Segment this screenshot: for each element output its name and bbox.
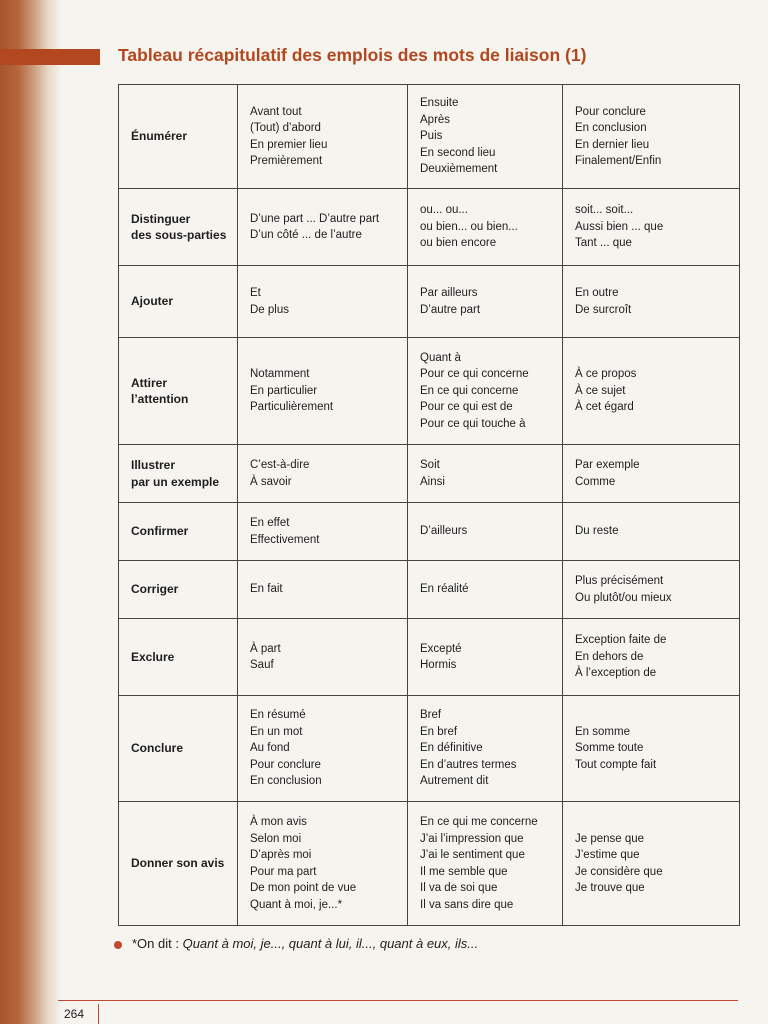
cell-line: En bref bbox=[420, 725, 458, 738]
expression-cell bbox=[238, 619, 408, 696]
cell-line: Énumérer bbox=[131, 129, 188, 144]
category-cell bbox=[119, 445, 238, 503]
cell-line: Pour conclure bbox=[575, 105, 646, 118]
category-cell bbox=[119, 266, 238, 338]
expression-cell bbox=[563, 802, 740, 926]
cell-line: Excepté bbox=[420, 642, 462, 655]
expression-cell bbox=[408, 266, 563, 338]
cell-line: En réalité bbox=[420, 583, 469, 596]
bottom-rule bbox=[58, 1000, 738, 1001]
expression-cell bbox=[408, 338, 563, 445]
expression-cell bbox=[238, 445, 408, 503]
cell-line: Plus précisément bbox=[575, 575, 664, 587]
cell-line: (Tout) d’abord bbox=[250, 122, 321, 134]
cell-line: Hormis bbox=[420, 659, 457, 671]
cell-line: Par ailleurs bbox=[420, 287, 478, 299]
cell-line: À cet égard bbox=[575, 401, 634, 414]
cell-line: En particulier bbox=[250, 384, 318, 397]
cell-line: D’ailleurs bbox=[420, 525, 468, 538]
cell-line: Autrement dit bbox=[420, 775, 489, 788]
table-row bbox=[119, 802, 740, 926]
page-number: 264 bbox=[58, 1004, 99, 1024]
cell-line: l’attention bbox=[131, 392, 189, 406]
cell-line: En premier lieu bbox=[250, 138, 328, 151]
expression-cell bbox=[238, 503, 408, 561]
cell-line: En conclusion bbox=[575, 122, 647, 134]
expression-cell bbox=[408, 561, 563, 619]
cell-line: Corriger bbox=[131, 582, 179, 597]
cell-line: À ce sujet bbox=[575, 384, 626, 397]
expression-cell bbox=[408, 696, 563, 802]
expression-cell bbox=[408, 445, 563, 503]
expression-cell bbox=[563, 189, 740, 266]
cell-line: ou bien encore bbox=[420, 237, 497, 250]
cell-line: Puis bbox=[420, 130, 443, 143]
cell-line: Selon moi bbox=[250, 832, 302, 845]
cell-line: En dehors de bbox=[575, 650, 644, 663]
cell-line: D’autre part bbox=[420, 303, 481, 316]
cell-line: Exclure bbox=[131, 649, 175, 664]
table-row bbox=[119, 561, 740, 619]
cell-line: soit... soit... bbox=[575, 204, 634, 217]
cell-line: Par exemple bbox=[575, 459, 640, 471]
expression-cell bbox=[238, 802, 408, 926]
table-row bbox=[119, 503, 740, 561]
cell-line: J’estime que bbox=[575, 849, 640, 861]
table-row bbox=[119, 338, 740, 445]
expression-cell bbox=[238, 338, 408, 445]
cell-line: Pour ma part bbox=[250, 865, 317, 878]
cell-line: Tant ... que bbox=[575, 237, 632, 250]
cell-line: C’est-à-dire bbox=[250, 459, 310, 471]
page-title: Tableau récapitulatif des emplois des mots de liaison (1) bbox=[118, 45, 587, 65]
cell-line: Sauf bbox=[250, 659, 274, 671]
cell-line: Exception faite de bbox=[575, 634, 667, 647]
footnote bbox=[114, 936, 478, 951]
expression-cell bbox=[563, 503, 740, 561]
cell-line: Pour ce qui est de bbox=[420, 401, 513, 414]
book-spine-shadow bbox=[0, 0, 62, 1024]
cell-line: En dernier lieu bbox=[575, 138, 650, 151]
expression-cell bbox=[563, 696, 740, 802]
cell-line: Quant à bbox=[420, 351, 461, 364]
expression-cell bbox=[563, 619, 740, 696]
cell-line: des sous-parties bbox=[131, 228, 227, 242]
table-row bbox=[119, 696, 740, 802]
expression-cell bbox=[563, 85, 740, 189]
expression-cell bbox=[563, 266, 740, 338]
cell-line: Conclure bbox=[131, 741, 184, 756]
cell-line: En somme bbox=[575, 725, 630, 738]
cell-line: En résumé bbox=[250, 709, 306, 722]
footnote-example: Quant à moi, je..., quant à lui, il..., quant à eux, ils... bbox=[182, 936, 479, 951]
table-row bbox=[119, 619, 740, 696]
cell-line: En conclusion bbox=[250, 775, 322, 788]
cell-line: De mon point de vue bbox=[250, 882, 357, 894]
expression-cell bbox=[408, 619, 563, 696]
expression-cell bbox=[563, 338, 740, 445]
cell-line: Effectivement bbox=[250, 533, 320, 546]
category-cell bbox=[119, 561, 238, 619]
cell-line: Illustrer bbox=[131, 458, 176, 472]
cell-line: D’après moi bbox=[250, 849, 312, 861]
cell-line: En effet bbox=[250, 517, 290, 529]
cell-line: ou... ou... bbox=[420, 204, 468, 217]
table-body bbox=[119, 85, 740, 926]
cell-line: J’ai le sentiment que bbox=[420, 849, 525, 861]
cell-line: Pour ce qui concerne bbox=[420, 368, 529, 381]
cell-line: En fait bbox=[250, 583, 283, 596]
table-row bbox=[119, 189, 740, 266]
title-accent-bar bbox=[0, 49, 100, 65]
cell-line: De plus bbox=[250, 303, 289, 316]
cell-line: Ainsi bbox=[420, 475, 445, 488]
expression-cell bbox=[563, 561, 740, 619]
cell-line: En d’autres termes bbox=[420, 758, 517, 771]
cell-line: Au fond bbox=[250, 742, 290, 755]
cell-line: À part bbox=[250, 642, 281, 655]
cell-line: Du reste bbox=[575, 525, 619, 538]
cell-line: Finalement/Enfin bbox=[575, 155, 662, 167]
cell-line: J’ai l’impression que bbox=[420, 832, 524, 845]
cell-line: Il me semble que bbox=[420, 865, 508, 878]
cell-line: Pour conclure bbox=[250, 758, 321, 771]
cell-line: Tout compte fait bbox=[575, 758, 657, 771]
table-row bbox=[119, 445, 740, 503]
category-cell bbox=[119, 619, 238, 696]
expression-cell bbox=[408, 189, 563, 266]
cell-line: Somme toute bbox=[575, 742, 644, 755]
cell-line: Pour ce qui touche à bbox=[420, 417, 526, 430]
cell-line: Je trouve que bbox=[575, 882, 645, 894]
cell-line: Comme bbox=[575, 475, 616, 488]
category-cell bbox=[119, 696, 238, 802]
cell-line: Confirmer bbox=[131, 524, 189, 539]
category-cell bbox=[119, 85, 238, 189]
expression-cell bbox=[408, 802, 563, 926]
cell-line: Soit bbox=[420, 459, 440, 471]
category-cell bbox=[119, 189, 238, 266]
cell-line: ou bien... ou bien... bbox=[420, 220, 518, 233]
category-cell bbox=[119, 802, 238, 926]
cell-line: À l’exception de bbox=[575, 667, 657, 680]
cell-line: De surcroît bbox=[575, 303, 632, 316]
cell-line: En ce qui me concerne bbox=[420, 816, 538, 828]
expression-cell bbox=[238, 696, 408, 802]
cell-line: En second lieu bbox=[420, 146, 496, 159]
expression-cell bbox=[238, 189, 408, 266]
expression-cell bbox=[563, 445, 740, 503]
footnote-prefix: *On dit : bbox=[132, 936, 183, 951]
linking-words-table bbox=[118, 84, 740, 926]
cell-line: par un exemple bbox=[131, 474, 220, 489]
cell-line: Particulièrement bbox=[250, 401, 334, 414]
cell-line: Distinguer bbox=[131, 211, 191, 226]
bullet-icon bbox=[114, 941, 122, 949]
cell-line: Il va de soi que bbox=[420, 882, 498, 894]
cell-line: Premièrement bbox=[250, 155, 323, 167]
cell-line: À ce propos bbox=[575, 368, 637, 381]
expression-cell bbox=[408, 85, 563, 189]
cell-line: En ce qui concerne bbox=[420, 384, 519, 397]
cell-line: En outre bbox=[575, 287, 619, 299]
cell-line: Attirer bbox=[131, 375, 168, 390]
table-row bbox=[119, 266, 740, 338]
cell-line: À mon avis bbox=[250, 816, 307, 828]
cell-line: D’un côté ... de l’autre bbox=[250, 229, 362, 241]
cell-line: D’une part ... D’autre part bbox=[250, 212, 380, 225]
cell-line: Aussi bien ... que bbox=[575, 220, 664, 233]
cell-line: Ajouter bbox=[131, 294, 173, 309]
cell-line: Notamment bbox=[250, 368, 310, 381]
cell-line: Bref bbox=[420, 709, 442, 722]
expression-cell bbox=[238, 266, 408, 338]
cell-line: Après bbox=[420, 113, 451, 126]
cell-line: Avant tout bbox=[250, 105, 302, 118]
cell-line: Quant à moi, je...* bbox=[250, 898, 343, 911]
expression-cell bbox=[238, 85, 408, 189]
category-cell bbox=[119, 503, 238, 561]
expression-cell bbox=[408, 503, 563, 561]
cell-line: Donner son avis bbox=[131, 856, 225, 871]
table-row bbox=[119, 85, 740, 189]
category-cell bbox=[119, 338, 238, 445]
cell-line: À savoir bbox=[250, 475, 292, 488]
expression-cell bbox=[238, 561, 408, 619]
cell-line: Et bbox=[250, 287, 261, 299]
cell-line: En un mot bbox=[250, 725, 303, 738]
cell-line: Je pense que bbox=[575, 832, 645, 845]
cell-line: Deuxièmement bbox=[420, 163, 498, 176]
cell-line: En définitive bbox=[420, 742, 483, 755]
cell-line: Je considère que bbox=[575, 865, 663, 878]
cell-line: Ensuite bbox=[420, 97, 459, 110]
cell-line: Ou plutôt/ou mieux bbox=[575, 591, 672, 604]
cell-line: Il va sans dire que bbox=[420, 898, 514, 911]
